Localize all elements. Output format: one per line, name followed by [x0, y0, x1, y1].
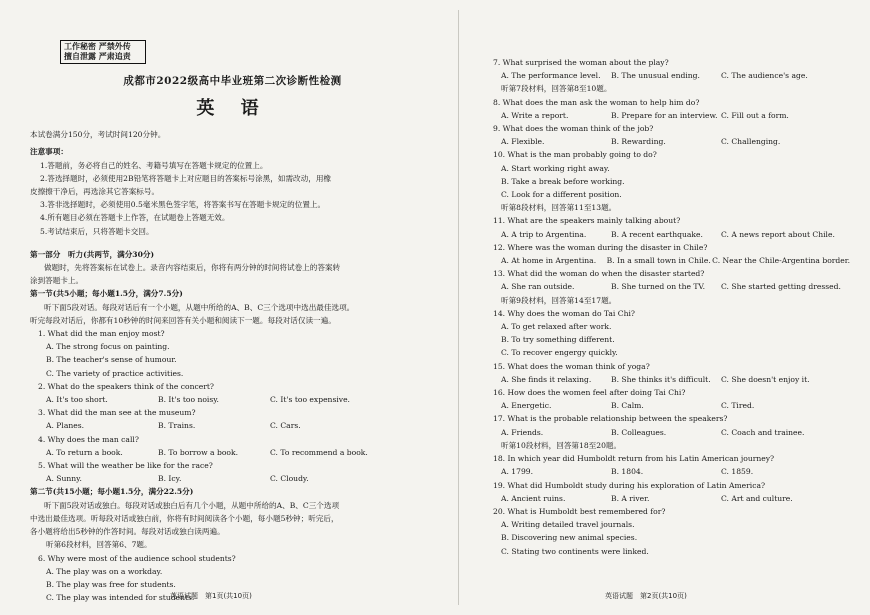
answer-option: A. The play was on a workday.	[46, 566, 163, 576]
answer-option: A. Planes.	[46, 421, 85, 431]
answer-option: A. She finds it relaxing.	[501, 374, 592, 384]
answer-option: C. It's too expensive.	[270, 395, 350, 405]
option-row	[485, 465, 850, 478]
question-stem: 18. In which year did Humboldt return from his Latin American journey?	[493, 454, 775, 464]
answer-option: A. The strong focus on painting.	[46, 342, 170, 352]
instruction-line: 做题时，先将答案标在试卷上。录音内容结束后，你将有两分钟的时间将试卷上的答案转	[44, 263, 341, 273]
answer-option: A. Start working right away.	[501, 163, 610, 173]
answer-option: C. To recommend a book.	[270, 447, 368, 457]
answer-option: A. To get relaxed after work.	[501, 322, 612, 332]
footer-page-2: 英语试题 第2页(共10页)	[605, 591, 687, 600]
instruction-line: 各小题将给出5秒钟的作答时间。每段对话或独白读两遍。	[30, 527, 225, 537]
answer-option: C. Fill out a form.	[721, 110, 789, 120]
answer-option: B. Calm.	[611, 401, 644, 411]
question-stem: 6. Why were most of the audience school students?	[38, 553, 236, 563]
answer-option: B. Rewarding.	[611, 137, 666, 147]
answer-option: C. The audience's age.	[721, 71, 808, 81]
question-stem: 14. Why does the woman do Tai Chi?	[493, 308, 635, 318]
listening-note: 听第8段材料，回答第11至13题。	[501, 203, 617, 213]
part1-instructions	[30, 261, 435, 287]
section2-instructions	[30, 499, 435, 539]
instruction-line: 听完每段对话后，你都有10秒钟的时间来回答有关小题和阅读下一题。每段对话仅读一遍。	[30, 315, 336, 325]
question-stem: 12. Where was the woman during the disaster in Chile?	[493, 242, 708, 252]
answer-option: B. Colleagues.	[611, 427, 667, 437]
answer-option: C. Near the Chile-Argentina border.	[712, 256, 850, 266]
question-stem: 7. What surprised the woman about the play?	[493, 58, 669, 67]
answer-option: C. The variety of practice activities.	[46, 368, 184, 378]
answer-option: A. At home in Argentina.	[501, 256, 597, 266]
answer-option: A. It's too short.	[46, 395, 108, 405]
exam-title: 成都市2022级高中毕业班第二次诊断性检测	[123, 75, 342, 87]
instruction-line: 听下面5段对话。每段对话后有一个小题，从题中所给的A、B、C三个选项中选出最佳选项。	[44, 302, 355, 312]
question-stem: 15. What does the woman think of yoga?	[493, 361, 650, 371]
option-row	[485, 135, 850, 148]
answer-option: B. To borrow a book.	[158, 447, 239, 457]
answer-option: B. In a small town in Chile.	[606, 256, 711, 266]
question-stem: 16. How does the women feel after doing Tai Chi?	[493, 388, 686, 398]
right-content	[485, 56, 850, 558]
option-row	[485, 228, 850, 241]
option-row	[30, 446, 435, 459]
answer-option: C. Stating two continents were linked.	[501, 546, 649, 556]
answer-option: B. She turned on the TV.	[611, 282, 706, 292]
answer-option: C. Challenging.	[721, 137, 781, 147]
page-right	[485, 0, 850, 615]
option-row	[485, 280, 850, 293]
listening-note: 听第6段材料，回答第6、7题。	[46, 540, 152, 550]
notice-item: 2.答选择题时，必须使用2B铅笔将答题卡上对应题目的答案标号涂黑，如需改动，用橡	[40, 173, 332, 183]
section1-instructions	[30, 301, 435, 327]
answer-option: C. Cars.	[270, 421, 301, 431]
answer-option: B. The teacher's sense of humour.	[46, 355, 177, 365]
section1-title: 第一节(共5小题；每小题1.5分，满分7.5分)	[30, 289, 183, 299]
listening-note: 听第9段材料，回答第14至17题。	[501, 295, 617, 305]
option-row	[485, 426, 850, 439]
footer-page-1: 英语试题 第1页(共10页)	[170, 591, 252, 600]
answer-option: B. Icy.	[158, 474, 182, 484]
answer-option: A. Energetic.	[501, 401, 552, 411]
answer-option: A. A trip to Argentina.	[501, 229, 587, 239]
page-divider	[458, 10, 459, 605]
instruction-line: 听下面5段对话或独白。每段对话或独白后有几个小题，从题中所给的A、B、C三个选项	[44, 500, 340, 510]
question-stem: 17. What is the probable relationship between the speakers?	[493, 414, 728, 424]
answer-option: C. She doesn't enjoy it.	[721, 374, 810, 384]
answer-option: B. A river.	[611, 493, 650, 503]
option-row	[485, 69, 850, 82]
question-stem: 10. What is the man probably going to do?	[493, 150, 657, 160]
notice-item: 5.考试结束后，只将答题卡交回。	[40, 226, 154, 236]
answer-option: A. Friends.	[501, 427, 544, 437]
notice-item: 3.答非选择题时，必须使用0.5毫米黑色签字笔，将答案书写在答题卡规定的位置上。	[40, 200, 326, 210]
answer-option: B. 1804.	[611, 467, 644, 477]
question-stem: 2. What do the speakers think of the concert?	[38, 381, 214, 391]
page-left	[30, 0, 435, 615]
notice-list	[30, 159, 435, 238]
question-stem: 4. Why does the man call?	[38, 434, 139, 444]
instruction-line: 中选出最佳选项。听每段对话或独白前，你将有时间阅读各个小题，每小题5秒钟；听完后，	[30, 513, 339, 523]
option-row	[30, 472, 435, 485]
left-question-list	[30, 327, 435, 485]
instruction-line: 涂到答题卡上。	[30, 276, 84, 286]
option-row	[485, 492, 850, 505]
answer-option: B. The unusual ending.	[611, 71, 700, 81]
answer-option: C. Art and culture.	[721, 493, 793, 503]
answer-option: A. Sunny.	[46, 474, 82, 484]
answer-option: B. A recent earthquake.	[611, 229, 703, 239]
secret-stamp-line: 擅自泄露 严肃追责	[64, 52, 131, 61]
option-row	[485, 373, 850, 386]
secret-stamp	[60, 40, 146, 64]
question-stem: 19. What did Humboldt study during his exploration of Latin America?	[493, 480, 766, 490]
answer-option: C. 1859.	[721, 467, 754, 477]
answer-option: B. Prepare for an interview.	[611, 110, 718, 120]
notice-item: 4.所有题目必须在答题卡上作答，在试题卷上答题无效。	[40, 213, 230, 223]
answer-option: A. 1799.	[501, 467, 534, 477]
notice-item: 皮擦擦干净后，再选涂其它答案标号。	[30, 187, 160, 197]
answer-option: C. Coach and trainee.	[721, 427, 805, 437]
section2-title: 第二节(共15小题；每小题1.5分，满分22.5分)	[30, 487, 194, 497]
subject-title: 英 语	[196, 98, 269, 120]
answer-option: C. Look for a different position.	[501, 190, 622, 200]
answer-option: C. She started getting dressed.	[721, 282, 841, 292]
left-content	[30, 75, 435, 604]
answer-option: B. Discovering new animal species.	[501, 533, 638, 543]
question-stem: 20. What is Humboldt best remembered for?	[493, 506, 666, 516]
listening-note: 听第7段材料，回答第8至10题。	[501, 84, 612, 94]
answer-option: C. The play was intended for students.	[46, 593, 195, 603]
answer-option: A. To return a book.	[46, 447, 123, 457]
question-stem: 8. What does the man ask the woman to help him do?	[493, 97, 700, 107]
answer-option: A. The performance level.	[501, 71, 601, 81]
answer-option: B. The play was free for students.	[46, 579, 176, 589]
answer-option: A. She ran outside.	[501, 282, 575, 292]
question-stem: 11. What are the speakers mainly talking about?	[493, 216, 681, 226]
question-stem: 5. What will the weather be like for the race?	[38, 461, 213, 471]
answer-option: B. Take a break before working.	[501, 176, 625, 186]
question-stem: 3. What did the man see at the museum?	[38, 408, 196, 418]
option-row	[30, 419, 435, 432]
answer-option: B. She thinks it's difficult.	[611, 374, 711, 384]
notice-title: 注意事项：	[30, 147, 68, 157]
answer-option: C. Cloudy.	[270, 474, 309, 484]
secret-stamp-line: 工作秘密 严禁外传	[64, 42, 131, 51]
part1-title: 第一部分 听力(共两节，满分30分)	[30, 249, 155, 259]
notice-item: 1.答题前，务必将自己的姓名、考籍号填写在答题卡规定的位置上。	[40, 160, 268, 170]
answer-option: A. Writing detailed travel journals.	[501, 520, 635, 530]
question-stem: 13. What did the woman do when the disaster started?	[493, 269, 705, 279]
answer-option: C. To recover engergy quickly.	[501, 348, 618, 358]
answer-option: B. It's too noisy.	[158, 395, 219, 405]
question-stem: 1. What did the man enjoy most?	[38, 329, 165, 339]
listening-note: 听第10段材料，回答第18至20题。	[501, 440, 622, 450]
answer-option: A. Write a report.	[501, 110, 569, 120]
option-row	[485, 109, 850, 122]
option-row	[30, 393, 435, 406]
answer-option: B. Trains.	[158, 421, 196, 431]
intro-text: 本试卷满分150分，考试时间120分钟。	[30, 130, 166, 140]
answer-option: C. Tired.	[721, 401, 755, 411]
answer-option: A. Flexible.	[501, 137, 545, 147]
answer-option: A. Ancient ruins.	[501, 493, 566, 503]
answer-option: C. A news report about Chile.	[721, 229, 835, 239]
question-stem: 9. What does the woman think of the job?	[493, 124, 654, 134]
option-row	[485, 399, 850, 412]
answer-option: B. To try something different.	[501, 335, 615, 345]
option-row	[485, 254, 850, 267]
